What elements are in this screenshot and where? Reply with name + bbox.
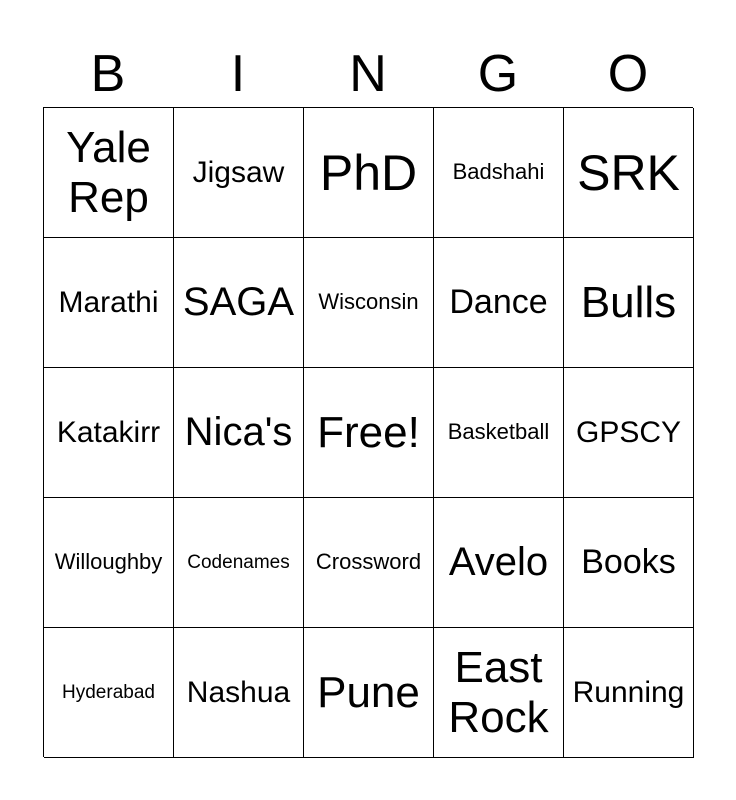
bingo-cell[interactable] bbox=[174, 498, 304, 628]
cell-label: Wisconsin bbox=[318, 289, 419, 315]
cell-label: PhD bbox=[319, 144, 418, 201]
cell-label: Jigsaw bbox=[192, 155, 285, 189]
bingo-cell[interactable] bbox=[564, 108, 694, 238]
bingo-cell[interactable] bbox=[434, 108, 564, 238]
bingo-cell[interactable] bbox=[304, 628, 434, 758]
cell-label: Hyderabad bbox=[62, 681, 155, 703]
cell-label: Free! bbox=[317, 407, 420, 457]
cell-label: Pune bbox=[317, 667, 420, 717]
bingo-cell[interactable] bbox=[44, 628, 174, 758]
cell-label: Nica's bbox=[184, 410, 293, 455]
bingo-header bbox=[43, 44, 693, 104]
bingo-cell[interactable] bbox=[174, 238, 304, 368]
header-letter-n: N bbox=[349, 45, 387, 103]
cell-label: Marathi bbox=[58, 285, 159, 319]
cell-label: Crossword bbox=[315, 549, 422, 575]
header-letter-o: O bbox=[607, 45, 649, 103]
cell-label: Nashua bbox=[186, 675, 291, 709]
bingo-cell[interactable] bbox=[304, 498, 434, 628]
bingo-cell[interactable] bbox=[304, 108, 434, 238]
bingo-cell[interactable] bbox=[434, 238, 564, 368]
cell-label: Katakirr bbox=[56, 415, 161, 449]
header-letter-i: I bbox=[230, 45, 246, 103]
cell-label: SRK bbox=[577, 144, 680, 201]
bingo-cell[interactable] bbox=[174, 628, 304, 758]
cell-label: Basketball bbox=[447, 419, 550, 445]
header-letter-b: B bbox=[90, 45, 126, 103]
bingo-cell[interactable] bbox=[434, 628, 564, 758]
cell-label: East Rock bbox=[448, 643, 549, 742]
cell-label: Badshahi bbox=[452, 159, 545, 185]
cell-label: Avelo bbox=[448, 540, 549, 585]
cell-label: Running bbox=[572, 675, 685, 709]
bingo-board bbox=[43, 107, 693, 757]
bingo-cell[interactable] bbox=[434, 368, 564, 498]
bingo-cell[interactable] bbox=[44, 498, 174, 628]
bingo-cell[interactable] bbox=[44, 238, 174, 368]
cell-label: Books bbox=[581, 543, 676, 582]
bingo-cell[interactable] bbox=[304, 238, 434, 368]
cell-label: Codenames bbox=[187, 551, 290, 573]
bingo-cell[interactable] bbox=[564, 628, 694, 758]
header-letter-g: G bbox=[477, 45, 519, 103]
bingo-cell[interactable] bbox=[44, 368, 174, 498]
cell-label: Willoughby bbox=[54, 549, 163, 575]
bingo-cell[interactable] bbox=[434, 498, 564, 628]
cell-label: Bulls bbox=[580, 277, 677, 327]
cell-label: Dance bbox=[449, 283, 548, 322]
bingo-cell[interactable] bbox=[174, 368, 304, 498]
free-cell[interactable] bbox=[304, 368, 434, 498]
cell-label: GPSCY bbox=[575, 415, 682, 449]
bingo-cell[interactable] bbox=[564, 368, 694, 498]
bingo-cell[interactable] bbox=[44, 108, 174, 238]
bingo-cell[interactable] bbox=[564, 498, 694, 628]
bingo-cell[interactable] bbox=[564, 238, 694, 368]
bingo-cell[interactable] bbox=[174, 108, 304, 238]
cell-label: SAGA bbox=[182, 280, 295, 325]
cell-label: Yale Rep bbox=[66, 123, 151, 222]
